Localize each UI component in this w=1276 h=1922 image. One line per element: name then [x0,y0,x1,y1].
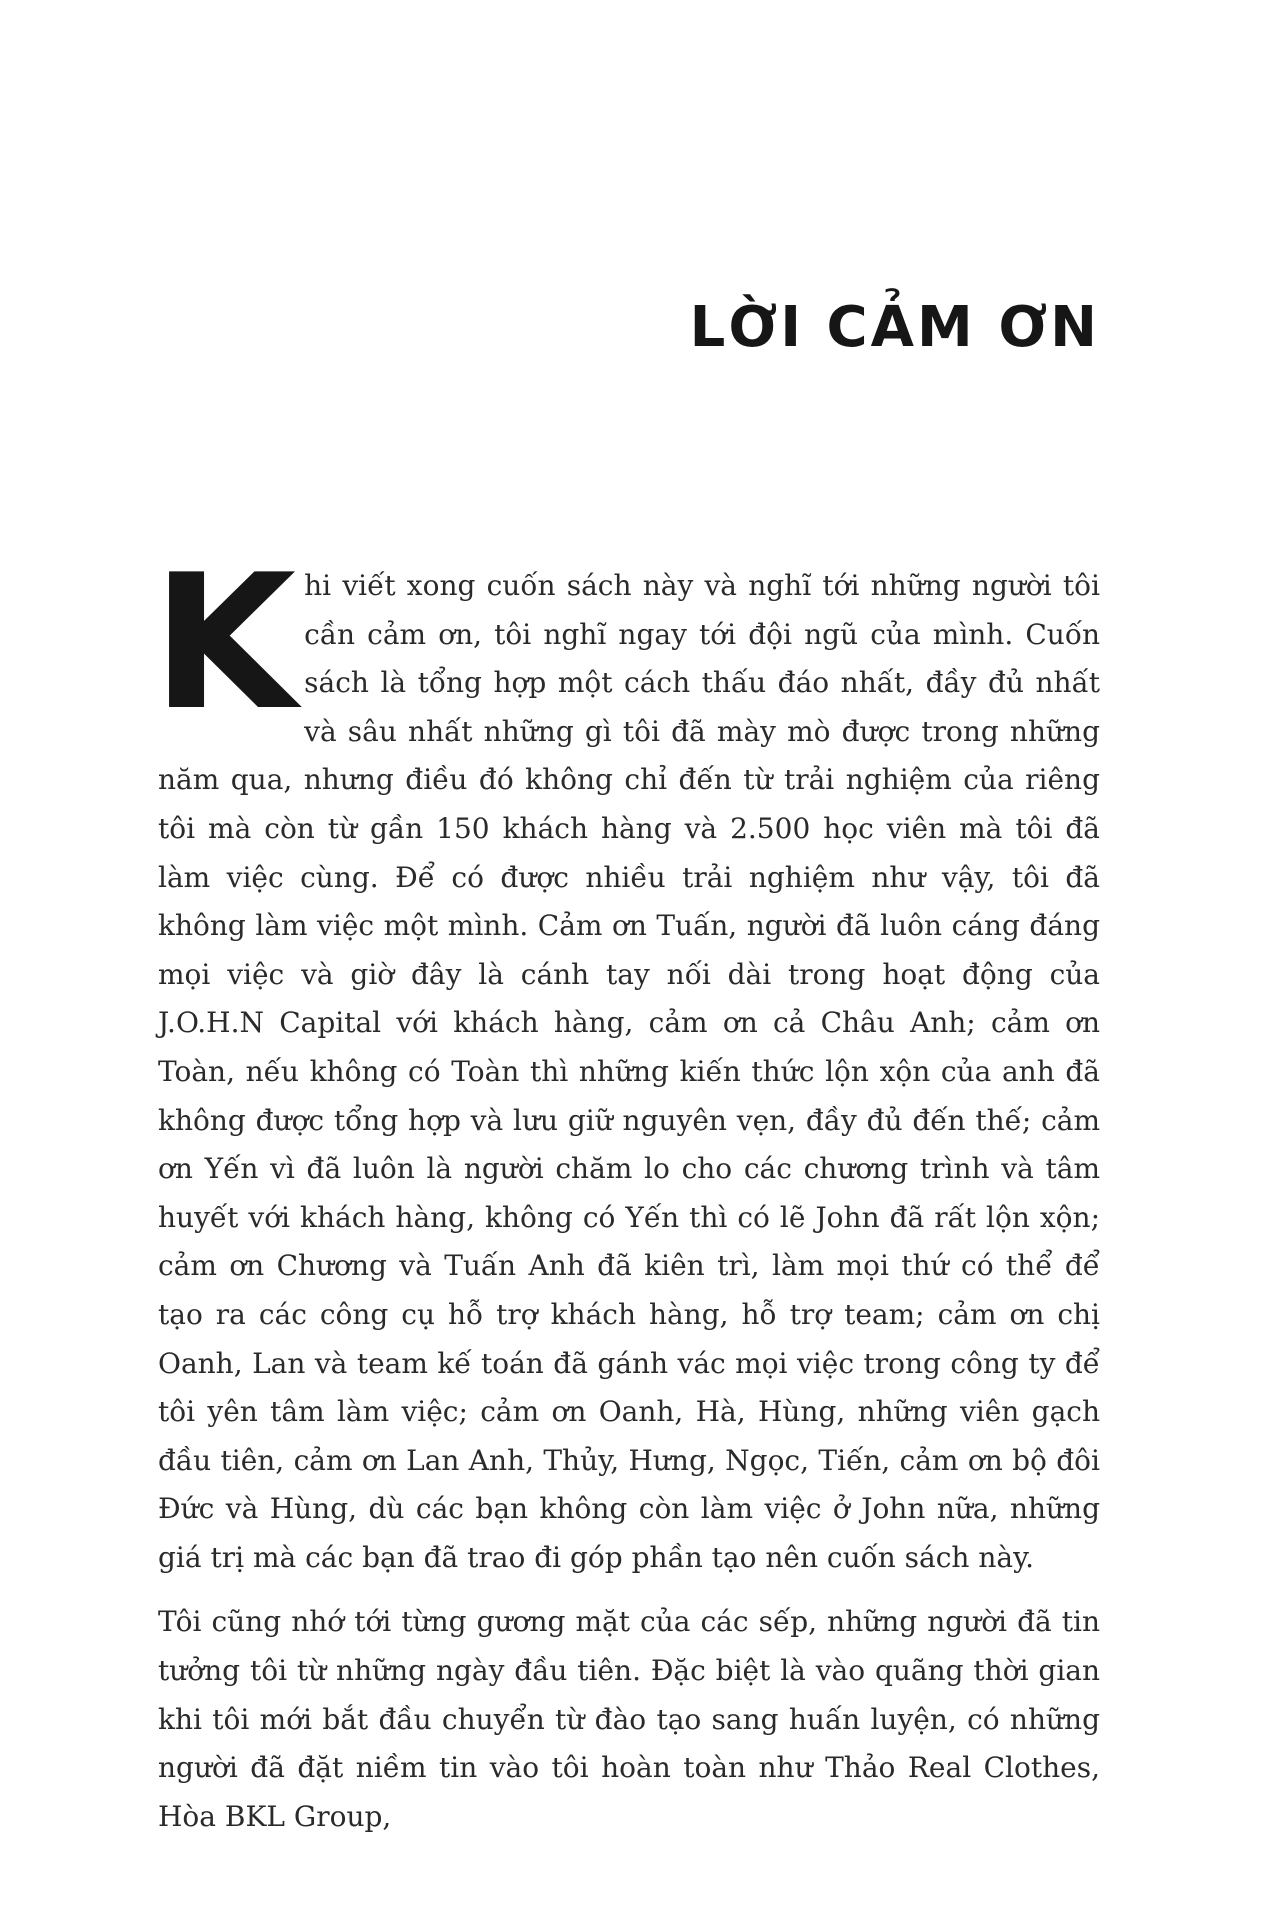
paragraph-second: Tôi cũng nhớ tới từng gương mặt của các sếp, những người đã tin tưởng tôi từ những ngày đầu tiên. Đặc biệt là vào quãng thời gian khi tôi mới bắt đầu chuyển từ đào tạo sang huấn luyện, có những người đã đặt niềm tin vào tôi hoàn toàn như Thảo Real Clothes, Hòa BKL Group, [158,1605,1100,1833]
drop-cap-letter: K [152,534,297,751]
chapter-title: LỜI CẢM ƠN [689,295,1100,360]
paragraph-first-text: hi viết xong cuốn sách này và nghĩ tới những người tôi cần cảm ơn, tôi nghĩ ngay tới đội ngũ của mình. Cuốn sách là tổng hợp một cách thấu đáo nhất, đầy đủ nhất và sâu nhất những gì tôi đã mày mò được trong những năm qua, nhưng điều đó không chỉ đến từ trải nghiệm của riêng tôi mà còn từ gần 150 khách hàng và 2.500 học viên mà tôi đã làm việc cùng. Để có được nhiều trải nghiệm như vậy, tôi đã không làm việc một mình. Cảm ơn Tuấn, người đã luôn cáng đáng mọi việc và giờ đây là cánh tay nối dài trong hoạt động của J.O.H.N Capital với khách hàng, cảm ơn cả Châu Anh; cảm ơn Toàn, nếu không có Toàn thì những kiến thức lộn xộn của anh đã không được tổng hợp và lưu giữ nguyên vẹn, đầy đủ đến thế; cảm ơn Yến vì đã luôn là người chăm lo cho các chương trình và tâm huyết với khách hàng, không có Yến thì có lẽ John đã rất lộn xộn; cảm ơn Chương và Tuấn Anh đã kiên trì, làm mọi thứ có thể để tạo ra các công cụ hỗ trợ khách hàng, hỗ trợ team; cảm ơn chị Oanh, Lan và team kế toán đã gánh vác mọi việc trong công ty để tôi yên tâm làm việc; cảm ơn Oanh, Hà, Hùng, những viên gạch đầu tiên, cảm ơn Lan Anh, Thủy, Hưng, Ngọc, Tiến, cảm ơn bộ đôi Đức và Hùng, dù các bạn không còn làm việc ở John nữa, những giá trị mà các bạn đã trao đi góp phần tạo nên cuốn sách này. [158,569,1100,1574]
body-text [152,534,1100,1857]
paragraph-first [152,534,1100,1582]
